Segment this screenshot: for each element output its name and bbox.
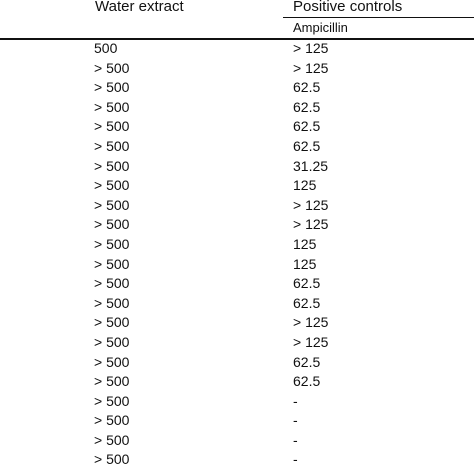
water-extract-cell: > 500 <box>94 118 130 135</box>
ampicillin-cell: 62.5 <box>293 137 321 154</box>
water-extract-cell: > 500 <box>94 373 130 390</box>
water-extract-cell: > 500 <box>94 275 130 292</box>
table-row <box>0 392 474 412</box>
ampicillin-cell: > 125 <box>293 40 329 56</box>
ampicillin-cell: 62.5 <box>293 373 321 390</box>
ampicillin-header: Ampicillin <box>293 20 348 35</box>
positive-controls-rule <box>283 17 474 18</box>
ampicillin-cell: 31.25 <box>293 157 329 174</box>
water-extract-cell: > 500 <box>94 235 130 252</box>
table-row <box>0 39 474 59</box>
ampicillin-cell: 62.5 <box>293 353 321 370</box>
ampicillin-cell: 62.5 <box>293 118 321 135</box>
table-row <box>0 157 474 177</box>
table-row <box>0 333 474 353</box>
table-row <box>0 294 474 314</box>
water-extract-cell: > 500 <box>94 353 130 370</box>
table-row <box>0 450 474 470</box>
table-row <box>0 372 474 392</box>
ampicillin-cell: 125 <box>293 255 317 272</box>
water-extract-cell: > 500 <box>94 216 130 233</box>
table-row <box>0 431 474 451</box>
table-row <box>0 274 474 294</box>
water-extract-cell: > 500 <box>94 255 130 272</box>
ampicillin-cell: > 125 <box>293 333 329 350</box>
table-row <box>0 196 474 216</box>
water-extract-cell: > 500 <box>94 314 130 331</box>
table-row <box>0 98 474 118</box>
water-extract-cell: > 500 <box>94 294 130 311</box>
table-row <box>0 313 474 333</box>
table-row <box>0 255 474 275</box>
ampicillin-cell: > 125 <box>293 196 329 213</box>
water-extract-cell: > 500 <box>94 333 130 350</box>
water-extract-cell: > 500 <box>94 392 130 409</box>
water-extract-cell: > 500 <box>94 177 130 194</box>
table-row <box>0 78 474 98</box>
ampicillin-cell: > 125 <box>293 59 329 76</box>
ampicillin-cell: - <box>293 392 298 409</box>
water-extract-cell: > 500 <box>94 137 130 154</box>
water-extract-cell: > 500 <box>94 431 130 448</box>
water-extract-cell: > 500 <box>94 451 130 468</box>
ampicillin-cell: > 125 <box>293 216 329 233</box>
positive-controls-header: Positive controls <box>293 0 403 15</box>
ampicillin-cell: 125 <box>293 177 317 194</box>
water-extract-cell: > 500 <box>94 79 130 96</box>
ampicillin-cell: 125 <box>293 235 317 252</box>
table-row <box>0 215 474 235</box>
table-body <box>0 39 474 470</box>
ampicillin-cell: - <box>293 412 298 429</box>
ampicillin-cell: 62.5 <box>293 294 321 311</box>
ampicillin-cell: - <box>293 451 298 468</box>
ampicillin-cell: 62.5 <box>293 79 321 96</box>
water-extract-cell: > 500 <box>94 196 130 213</box>
water-extract-cell: > 500 <box>94 59 130 76</box>
table-row <box>0 59 474 79</box>
water-extract-cell: 500 <box>94 40 118 56</box>
table-row <box>0 235 474 255</box>
water-extract-header: Water extract <box>95 0 184 15</box>
water-extract-cell: > 500 <box>94 157 130 174</box>
water-extract-cell: > 500 <box>94 412 130 429</box>
water-extract-cell: > 500 <box>94 98 130 115</box>
ampicillin-cell: > 125 <box>293 314 329 331</box>
table-row <box>0 137 474 157</box>
table-row <box>0 117 474 137</box>
ampicillin-cell: - <box>293 431 298 448</box>
ampicillin-cell: 62.5 <box>293 98 321 115</box>
table-row <box>0 411 474 431</box>
ampicillin-cell: 62.5 <box>293 275 321 292</box>
table-row <box>0 176 474 196</box>
table-row <box>0 353 474 373</box>
